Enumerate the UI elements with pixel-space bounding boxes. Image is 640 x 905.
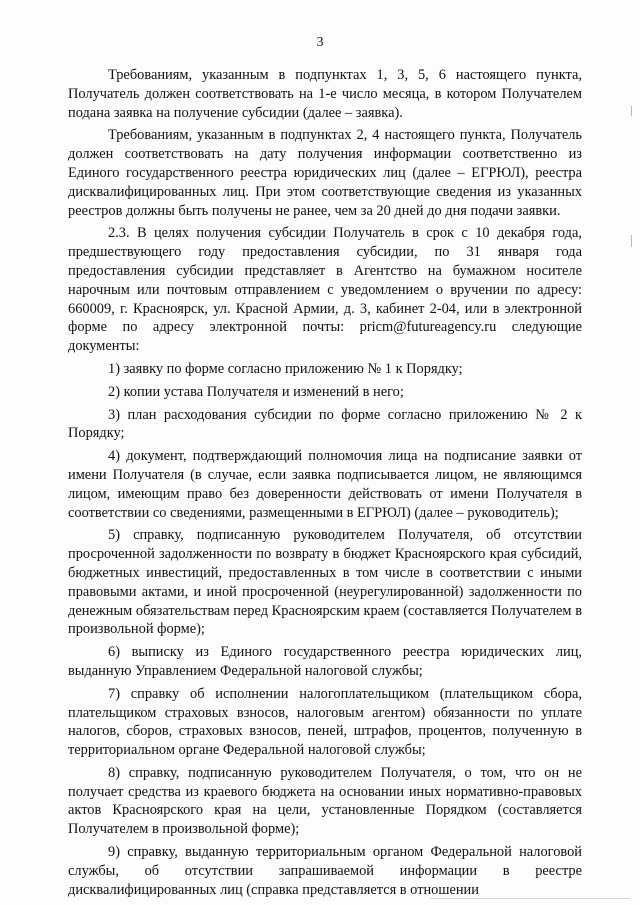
paragraph-requirements-2-4: Требованиям, указанным в подпунктах 2, 4 настоящего пункта, Получатель должен соответствовать на дату получения информации соответственно из Единого государственного реестра юридических лиц (далее – ЕГРЮЛ), реестра дисквалифицированных лиц. При этом соответствующие сведения из указанных реестров должны быть получены не ранее, чем за 20 дней до дня подачи заявки. xyxy=(68,127,582,219)
paragraph-2-3-document-submission: 2.3. В целях получения субсидии Получатель в срок с 10 декабря года, предшествующего году предоставления субсидии, по 31 января года предоставления субсидии представляет в Агентство на бумажном носителе нарочным или почтовым отправлением с уведомлением о вручении по адресу: 660009, г. Красноярск, ул. Красной Армии, д. 3, кабинет 2-04, или в электронной форме по адресу электронной почты: pricm@futureagency.ru следующие документы: xyxy=(68,225,582,355)
list-item-6-egrul-extract: 6) выписку из Единого государственного реестра юридических лиц, выданную Управлением Федеральной налоговой службы; xyxy=(68,644,582,679)
document-body xyxy=(68,66,582,903)
list-item-3-spending-plan: 3) план расходования субсидии по форме согласно приложению № 2 к Порядку; xyxy=(68,406,582,442)
list-item-2-charter-copies: 2) копии устава Получателя и изменений в него; xyxy=(108,383,404,400)
scan-edge-mark xyxy=(631,235,632,247)
scan-bottom-edge xyxy=(430,898,630,899)
page-number: 3 xyxy=(316,35,324,50)
list-item-8-no-other-funds-certificate: 8) справку, подписанную руководителем Получателя, о том, что он не получает средства из краевого бюджета на основании иных нормативно-правовых актов Красноярского края на цели, установленные Порядком (составляется Получателем в произвольной форме); xyxy=(68,764,582,838)
list-item-4-authority-document: 4) документ, подтверждающий полномочия лица на подписание заявки от имени Получателя (в случае, если заявка подписывается лицом, не являющимся лицом, имеющим право без доверенности действовать от имени Получателя в соответствии со сведениями, размещенными в ЕГРЮЛ) (далее – руководитель); xyxy=(68,448,582,521)
list-item-7-tax-certificate: 7) справку об исполнении налогоплательщиком (плательщиком сбора, плательщиком страховых взносов, налоговым агентом) обязанности по уплате налогов, сборов, страховых взносов, пеней, штрафов, процентов, полученную в территориальном органе Федеральной налоговой службы; xyxy=(68,685,582,759)
list-item-5-no-debt-certificate: 5) справку, подписанную руководителем Получателя, об отсутствии просроченной задолженности по возврату в бюджет Красноярского края субсидий, бюджетных инвестиций, предоставленных в том числе в соответствии с иными правовыми актами, и иной просроченной (неурегулированной) задолженности по денежным обязательствам перед Красноярским краем (составляется Получателем в произвольной форме); xyxy=(68,527,582,638)
scan-edge-mark xyxy=(631,106,632,116)
list-item-1-application: 1) заявку по форме согласно приложению № 1 к Порядку; xyxy=(108,360,463,377)
paragraph-requirements-1-3-5-6: Требованиям, указанным в подпунктах 1, 3, 5, 6 настоящего пункта, Получатель должен соответствовать на 1-е число месяца, в котором Получателем подана заявка на получение субсидии (далее – заявка). xyxy=(68,67,582,121)
list-item-9-disqualification-certificate: 9) справку, выданную территориальным органом Федеральной налоговой службы, об отсутствии запрашиваемой информации в реестре дисквалифицированных лиц (справка представляется в отношении xyxy=(68,844,582,898)
